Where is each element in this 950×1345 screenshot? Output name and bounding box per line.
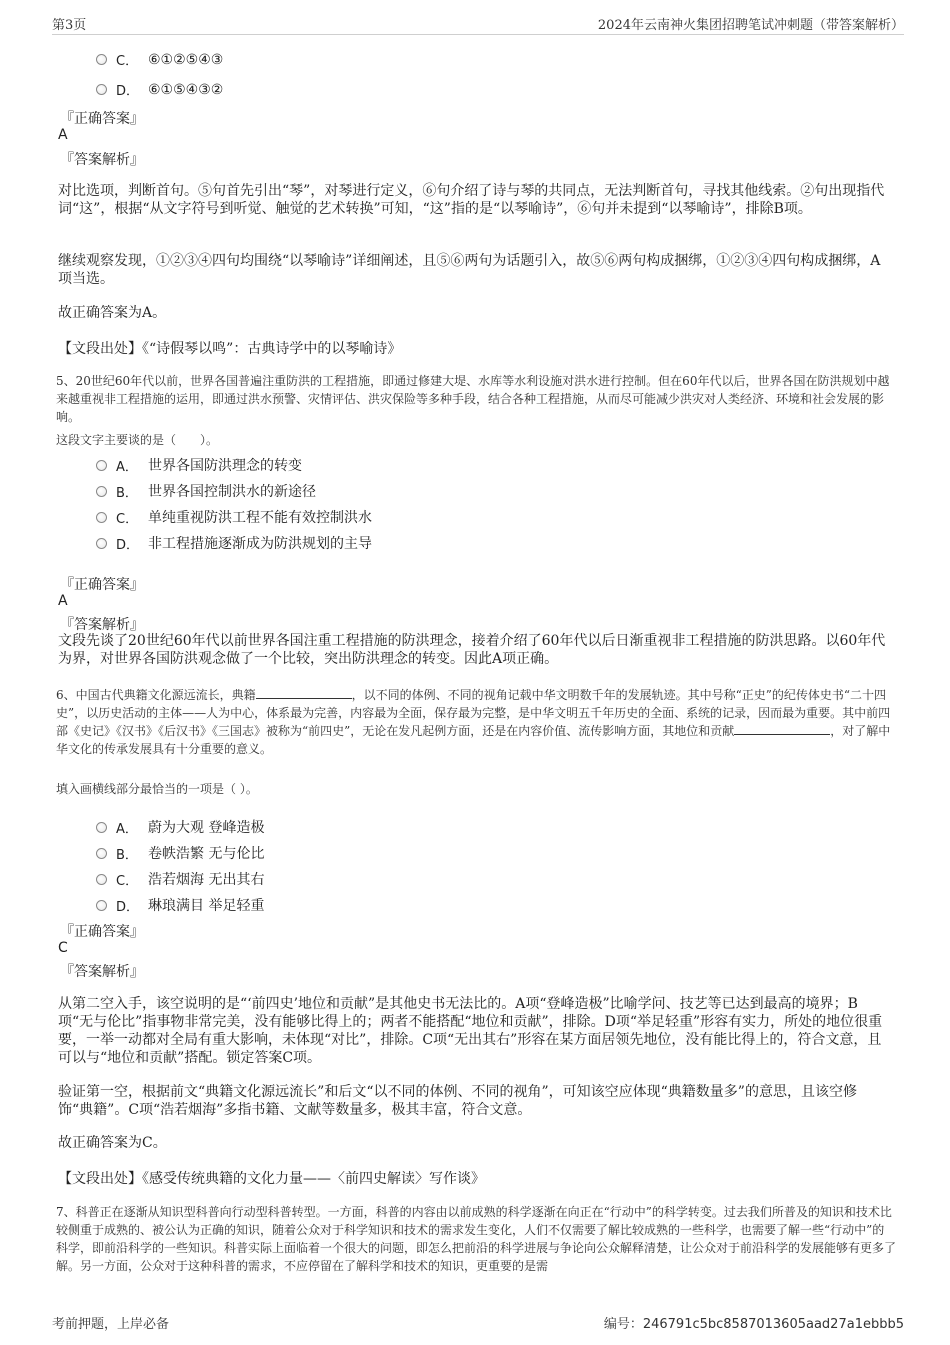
q6-source: 【文段出处】《感受传统典籍的文化力量——〈前四史解读〉写作谈》 [58, 1171, 485, 1187]
q5-analysis: 文段先谈了20世纪60年代以前世界各国注重工程措施的防洪理念，接着介绍了60年代以后日渐重视非工程措施的防洪思路。以60年代为界，对世界各国防洪观念做了一个比较，突出防洪理念的转变。因此A项正确。 [58, 633, 886, 667]
q6-analysis-p2: 验证第一空，根据前文“典籍文化源远流长”和后文“以不同的体例、不同的视角”，可知该空应体现“典籍数量多”的意思，且该空修饰“典籍”。C项“浩若烟海”多指书籍、文献等数量多，极其丰富，符合文意。 [58, 1084, 857, 1118]
option-text: 琳琅满目 举足轻重 [148, 898, 265, 914]
q4-answer: A [58, 127, 68, 143]
radio-icon[interactable] [96, 874, 107, 885]
q5-option-b[interactable] [96, 481, 316, 501]
radio-icon[interactable] [96, 512, 107, 523]
q4-option-d[interactable] [96, 80, 223, 99]
radio-icon[interactable] [96, 460, 107, 471]
footer-slogan: 考前押题，上岸必备 [52, 1317, 170, 1332]
q6-option-a[interactable] [96, 817, 264, 837]
document-title: 2024年云南神火集团招聘笔试冲刺题（带答案解析） [597, 18, 904, 33]
blank-2 [734, 722, 830, 735]
q6-option-c[interactable] [96, 869, 264, 889]
q5-option-c[interactable] [96, 507, 372, 527]
option-text: 浩若烟海 无出其右 [148, 872, 265, 888]
option-key: B． [116, 485, 138, 501]
option-text: 蔚为大观 登峰造极 [148, 820, 265, 836]
option-key: D． [116, 899, 140, 915]
radio-icon[interactable] [96, 900, 107, 911]
option-key: C． [116, 873, 139, 889]
option-key: C． [116, 511, 139, 527]
option-text: 卷帙浩繁 无与伦比 [148, 846, 265, 862]
radio-icon[interactable] [96, 848, 107, 859]
document-id: 编号：246791c5bc8587013605aad27a1ebbb5 [603, 1317, 904, 1332]
page-number: 第3页 [52, 18, 87, 33]
q6-stem [56, 686, 896, 758]
radio-icon[interactable] [96, 822, 107, 833]
q6-analysis-p1: 从第二空入手，该空说明的是“‘前四史’地位和贡献”是其他史书无法比的。A项“登峰造极”比喻学问、技艺等已达到最高的境界；B项“无与伦比”指事物非常完美，没有能够比得上的；两者不能搭配“地位和贡献”，排除。D项“举足轻重”形容有实力，所处的地位很重要，一举一动都对全局有重大影响，未体现“对比”，排除。C项“无出其右”形容在某方面居领先地位，没有能比得上的，符合文意，且可以与“地位和贡献”搭配。锁定答案C项。 [58, 996, 883, 1066]
q6-answer: C [58, 940, 68, 956]
q5-answer: A [58, 593, 68, 609]
q7-stem: 7、科普正在逐渐从知识型科普向行动型科普转型。一方面，科普的内容由以前成熟的科学逐渐在向正在“行动中”的科学转变。过去我们所普及的知识和技术比较侧重于成熟的、被公认为正确的知识，随着公众对于科学知识和技术的需求发生变化，人们不仅需要了解比较成熟的一些科学，也需要了解一些“行动中”的科学，即前沿科学的一些知识。科普实际上面临着一个很大的问题，即怎么把前沿的科学进展与争论向公众解释清楚，让公众对于前沿科学的发展能够有更多了解。另一方面，公众对于这种科普的需求，不应停留在了解科学和技术的知识，更重要的是需 [56, 1205, 897, 1273]
blank-1 [256, 686, 352, 699]
q5-analysis-label: 『答案解析』 [60, 617, 144, 633]
q6-option-d[interactable] [96, 895, 264, 915]
q5-option-a[interactable] [96, 455, 302, 475]
option-text: ⑥①②⑤④③ [148, 51, 224, 68]
option-key: B． [116, 847, 138, 863]
option-key: D． [116, 84, 140, 99]
q6-analysis-p3: 故正确答案为C。 [58, 1135, 167, 1151]
q5-option-d[interactable] [96, 533, 372, 553]
option-text: 单纯重视防洪工程不能有效控制洪水 [148, 510, 372, 526]
q6-prompt: 填入画横线部分最恰当的一项是（ ）。 [56, 782, 258, 796]
q6-option-b[interactable] [96, 843, 264, 863]
option-text: 世界各国防洪理念的转变 [148, 458, 302, 474]
q4-analysis-p3: 故正确答案为A。 [58, 305, 167, 321]
q4-analysis-p2: 继续观察发现，①②③④四句均围绕“以琴喻诗”详细阐述，且⑤⑥两句为话题引入，故⑤⑥两句构成捆绑，①②③④四句构成捆绑，A项当选。 [58, 253, 881, 287]
option-text: 非工程措施逐渐成为防洪规划的主导 [148, 536, 372, 552]
q5-answer-label: 『正确答案』 [60, 577, 144, 593]
q6-stem-part2: ，以不同的体例、不同的视角记载中华文明数千年的发展轨迹。其中号称“正史”的纪传体史书“二十四史”，以历史活动的主体——人为中心，体系最为完善，内容最为全面，保存最为完整，是中华文明五千年历史的全面、系统的记录，因而最为重要。其中前四部《史记》《汉书》《后汉书》《三国志》被称为“前四史”，无论在发凡起例方面，还是在内容价值、流传影响方面，其地位和贡献 [56, 688, 891, 738]
q5-prompt: 这段文字主要谈的是（ ）。 [56, 433, 219, 447]
option-key: D． [116, 537, 140, 553]
q4-source: 【文段出处】《“诗假琴以鸣”：古典诗学中的以琴喻诗》 [58, 341, 402, 357]
radio-icon[interactable] [96, 84, 107, 95]
radio-icon[interactable] [96, 54, 107, 65]
option-key: A． [116, 459, 138, 475]
option-key: C． [116, 54, 139, 69]
option-key: A． [116, 821, 138, 837]
q4-analysis-p1: 对比选项，判断首句。⑤句首先引出“琴”，对琴进行定义，⑥句介绍了诗与琴的共同点，无法判断首句，寻找其他线索。②句出现指代词“这”，根据“从文字符号到听觉、触觉的艺术转换”可知，“这”指的是“以琴喻诗”，⑥句并未提到“以琴喻诗”，排除B项。 [58, 183, 885, 217]
page-header [52, 14, 904, 35]
q4-answer-label: 『正确答案』 [60, 111, 144, 127]
option-text: 世界各国控制洪水的新途径 [148, 484, 316, 500]
q6-answer-label: 『正确答案』 [60, 924, 144, 940]
radio-icon[interactable] [96, 538, 107, 549]
radio-icon[interactable] [96, 486, 107, 497]
q6-analysis-label: 『答案解析』 [60, 964, 144, 980]
q5-stem: 5、20世纪60年代以前，世界各国普遍注重防洪的工程措施，即通过修建大堤、水库等水利设施对洪水进行控制。但在60年代以后，世界各国在防洪规划中越来越重视非工程措施的运用，即通过洪水预警、灾情评估、洪灾保险等多种手段，结合各种工程措施，从而尽可能减少洪灾对人类经济、环境和社会发展的影响。 [56, 374, 890, 424]
q6-stem-part3: ，对了解中华文化的传承发展具有十分重要的意义。 [56, 724, 891, 756]
option-text: ⑥①⑤④③② [148, 81, 224, 98]
q6-stem-part1: 6、中国古代典籍文化源远流长，典籍 [56, 688, 256, 702]
q4-analysis-label: 『答案解析』 [60, 152, 144, 168]
q4-option-c[interactable] [96, 50, 223, 69]
